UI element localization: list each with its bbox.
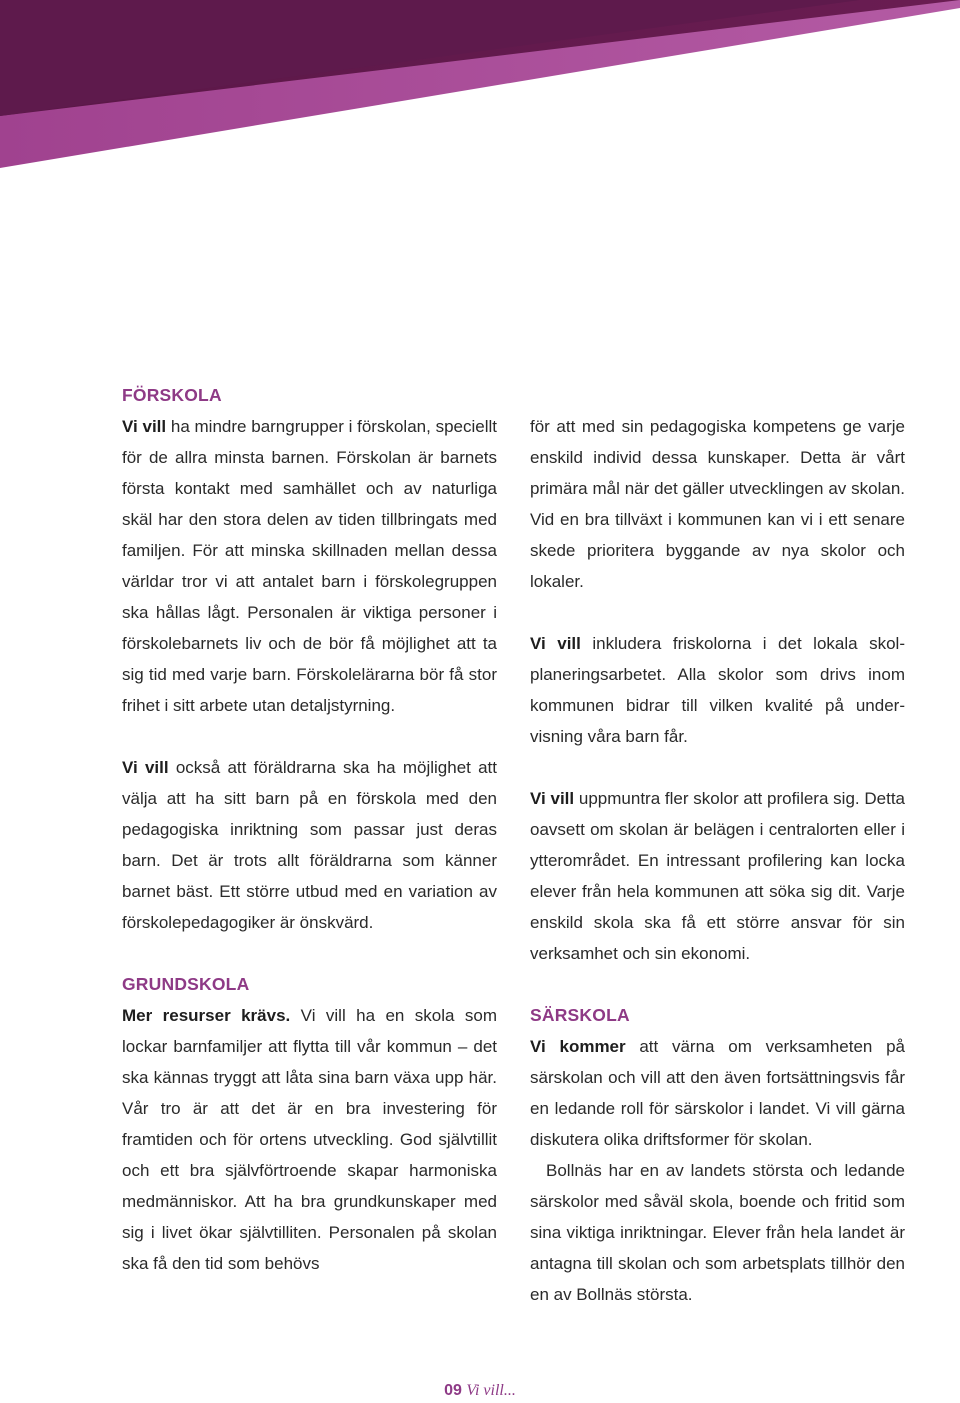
header-banner — [0, 0, 960, 180]
lead-text: Vi kommer — [530, 1037, 626, 1056]
grundskola-paragraph-continued: för att med sin pedagogiska kompetens ge varje enskild individ dessa kunskaper. Detta är vårt primära mål när det gäller utvecklingen av skolan. Vid en bra tillväxt i kommunen kan vi i ett senare skede prioritera byggande av nya skolor och lokaler. — [530, 417, 905, 591]
grundskola-paragraph-1 — [122, 1000, 497, 1279]
section-grundskola — [122, 969, 497, 1279]
section-grundskola-continued — [530, 411, 905, 969]
sarskola-paragraph-2: Bollnäs har en av landets största och ledande särskolor med såväl skola, boende och fritid som sina viktiga inriktningar. Elever från hela landet är antagna till skolan och som arbetsplats tillhör den en av Bollnäs största. — [530, 1161, 905, 1304]
lead-text: Vi vill — [122, 758, 169, 777]
heading-forskola: FÖRSKOLA — [122, 385, 222, 405]
grundskola-paragraph-2 — [530, 628, 905, 752]
grundskola-paragraph-3 — [530, 783, 905, 969]
forskola-paragraph-2 — [122, 752, 497, 938]
banner-dark-band-top — [0, 0, 860, 116]
left-column — [122, 380, 497, 1279]
body-text: inkludera friskolorna i det lokala skolplaneringsarbetet. Alla skolor som drivs inom kommunen bidrar till vilken kvalité på undervisning våra barn får. — [530, 634, 905, 746]
page-number: 09 — [444, 1382, 462, 1399]
body-text: uppmuntra fler skolor att profilera sig. Detta oavsett om skolan är belägen i centralorten eller i ytterområdet. En intressant profilering kan locka elever från hela kommunen att söka sig dit. Varje enskild skola ska få ett större ansvar för sin verksamhet och sin ekonomi. — [530, 789, 906, 963]
section-forskola — [122, 380, 497, 938]
sarskola-paragraph-1 — [530, 1031, 905, 1155]
heading-sarskola: SÄRSKOLA — [530, 1005, 630, 1025]
body-text: Vi vill ha en skola som lockar barnfamiljer att flytta till vår kommun – det ska kännas tryggt att låta sina barn växa upp här. Vår tro är att det är en bra investering för framtiden och för ortens utveckling. God självtillit och ett bra självförtroende skapar harmoniska medmänniskor. Att ha bra grundkunskaper med sig i livet ökar självtilliten. Personalen på skolan ska få den tid som behövs — [122, 1006, 497, 1273]
forskola-paragraph-1 — [122, 411, 497, 721]
page-footer — [0, 1382, 960, 1400]
right-column — [530, 411, 905, 1310]
heading-grundskola: GRUNDSKOLA — [122, 974, 250, 994]
footer-title: Vi vill... — [466, 1382, 516, 1399]
lead-text: Vi vill — [122, 417, 167, 436]
section-sarskola — [530, 1000, 905, 1310]
body-text: att värna om verksamheten på särskolan och vill att den även fortsättningsvis får en ledande roll för särskolor i landet. Vi vill gärna diskutera olika driftsformer för skolan. — [530, 1037, 905, 1149]
lead-text: Mer resurser krävs. — [122, 1006, 291, 1025]
lead-text: Vi vill — [530, 634, 581, 653]
lead-text: Vi vill — [530, 789, 575, 808]
body-text: ha mindre barngrupper i förskolan, speciellt för de allra minsta barnen. Förskolan är barnets första kontakt med samhället och av naturliga skäl har den stora delen av tiden tillbringats med familjen. För att minska skillnaden mellan dessa världar tror vi att antalet barn i förskolegruppen ska hållas lågt. Personalen är viktiga personer i förskolebarnets liv och de bör få möjlighet att ta sig tid med varje barn. Förskolelärarna bör få stor frihet i sitt arbete utan detaljstyrning. — [122, 417, 497, 715]
body-text: också att föräldrarna ska ha möjlighet att välja att ha sitt barn på en förskola med den pedagogiska inriktning som passar just deras barn. Det är trots allt föräldrarna som känner barnet bäst. Ett större utbud med en variation av förskolepedagogiker är önskvärd. — [122, 758, 497, 932]
